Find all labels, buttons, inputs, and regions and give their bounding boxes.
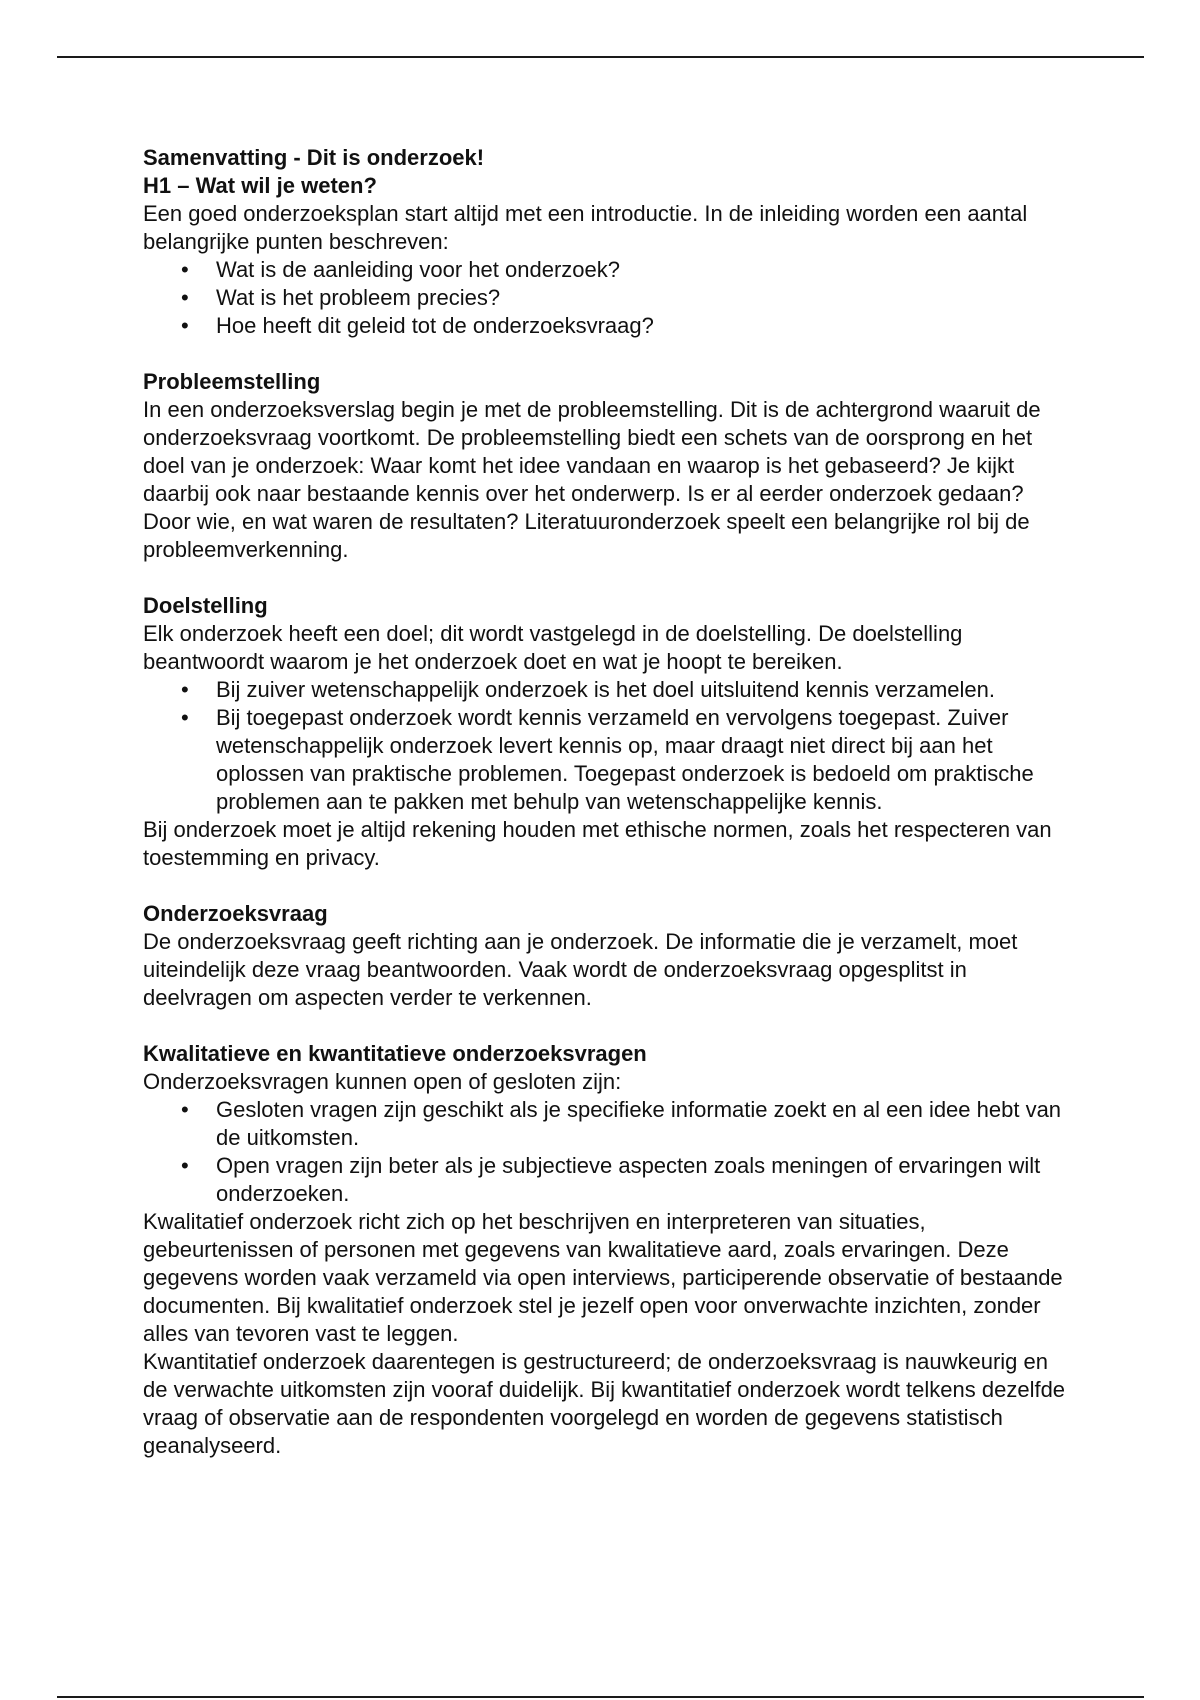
paragraph-kwantitatief: Kwantitatief onderzoek daarentegen is gestructureerd; de onderzoeksvraag is nauwkeurig en de verwachte uitkomsten zijn vooraf duidelijk. Bij kwantitatief onderzoek wordt telkens dezelfde vraag of observatie aan de respondenten voorgelegd en worden de gegevens statistisch geanalyseerd. (143, 1349, 1066, 1458)
list-item-text: Wat is de aanleiding voor het onderzoek? (216, 257, 620, 282)
list-item-text: Bij zuiver wetenschappelijk onderzoek is het doel uitsluitend kennis verzamelen. (216, 677, 995, 702)
list-item-text: Wat is het probleem precies? (216, 285, 501, 310)
paragraph-doelstelling: Elk onderzoek heeft een doel; dit wordt vastgelegd in de doelstelling. De doelstelling beantwoordt waarom je het onderzoek doet en wat je hoopt te bereiken. (143, 621, 963, 674)
paragraph-open-gesloten: Onderzoeksvragen kunnen open of gesloten zijn: (143, 1069, 622, 1094)
list-item (143, 704, 1073, 816)
list-item-text: Open vragen zijn beter als je subjectieve aspecten zoals meningen of ervaringen wilt onderzoeken. (216, 1153, 1041, 1206)
bullet-icon: • (181, 313, 189, 338)
intro-paragraph: Een goed onderzoeksplan start altijd met een introductie. In de inleiding worden een aantal belangrijke punten beschreven: (143, 201, 1028, 254)
list-item (143, 312, 1073, 340)
paragraph-kwalitatief: Kwalitatief onderzoek richt zich op het beschrijven en interpreteren van situaties, gebeurtenissen of personen met gegevens van kwalitatieve aard, zoals ervaringen. Deze gegevens worden vaak verzameld via open interviews, participerende observatie of bestaande documenten. Bij kwalitatief onderzoek stel je jezelf open voor onverwachte inzichten, zonder alles van tevoren vast te leggen. (143, 1209, 1063, 1346)
heading-probleemstelling: Probleemstelling (143, 369, 321, 394)
bullet-icon: • (181, 285, 189, 310)
document-title: Samenvatting - Dit is onderzoek! (143, 145, 485, 170)
list-item-text: Bij toegepast onderzoek wordt kennis verzameld en vervolgens toegepast. Zuiver wetenschappelijk onderzoek levert kennis op, maar draagt niet direct bij aan het oplossen van praktische problemen. Toegepast onderzoek is bedoeld om praktische problemen aan te pakken met behulp van wetenschappelijke kennis. (216, 705, 1034, 814)
bullet-icon: • (181, 257, 189, 282)
heading-onderzoeksvraag: Onderzoeksvraag (143, 901, 328, 926)
header-rule (57, 56, 1144, 58)
paragraph-probleemstelling: In een onderzoeksverslag begin je met de probleemstelling. Dit is de achtergrond waaruit de onderzoeksvraag voortkomt. De probleemstelling biedt een schets van de oorsprong en het doel van je onderzoek: Waar komt het idee vandaan en waarop is het gebaseerd? Je kijkt daarbij ook naar bestaande kennis over het onderwerp. Is er al eerder onderzoek gedaan? Door wie, en wat waren de resultaten? Literatuuronderzoek speelt een belangrijke rol bij de probleemverkenning. (143, 397, 1041, 562)
list-item (143, 1152, 1073, 1208)
list-item-text: Gesloten vragen zijn geschikt als je specifieke informatie zoekt en al een idee hebt van de uitkomsten. (216, 1097, 1062, 1150)
paragraph-onderzoeksvraag: De onderzoeksvraag geeft richting aan je onderzoek. De informatie die je verzamelt, moet uiteindelijk deze vraag beantwoorden. Vaak wordt de onderzoeksvraag opgesplitst in deelvragen om aspecten verder te verkennen. (143, 929, 1018, 1010)
intro-bullet-list (143, 256, 1073, 340)
bullet-icon: • (181, 1097, 189, 1122)
footer-rule (57, 1696, 1144, 1698)
list-item (143, 676, 1073, 704)
doelstelling-bullet-list (143, 676, 1073, 816)
vragen-bullet-list (143, 1096, 1073, 1208)
heading-kwalitatief-kwantitatief: Kwalitatieve en kwantitatieve onderzoeksvragen (143, 1041, 647, 1066)
bullet-icon: • (181, 1153, 189, 1178)
list-item (143, 256, 1073, 284)
list-item (143, 1096, 1073, 1152)
bullet-icon: • (181, 705, 189, 730)
chapter-heading: H1 – Wat wil je weten? (143, 173, 377, 198)
list-item (143, 284, 1073, 312)
heading-doelstelling: Doelstelling (143, 593, 268, 618)
document-body (143, 144, 1073, 1460)
paragraph-ethiek: Bij onderzoek moet je altijd rekening houden met ethische normen, zoals het respecteren van toestemming en privacy. (143, 817, 1052, 870)
bullet-icon: • (181, 677, 189, 702)
list-item-text: Hoe heeft dit geleid tot de onderzoeksvraag? (216, 313, 654, 338)
